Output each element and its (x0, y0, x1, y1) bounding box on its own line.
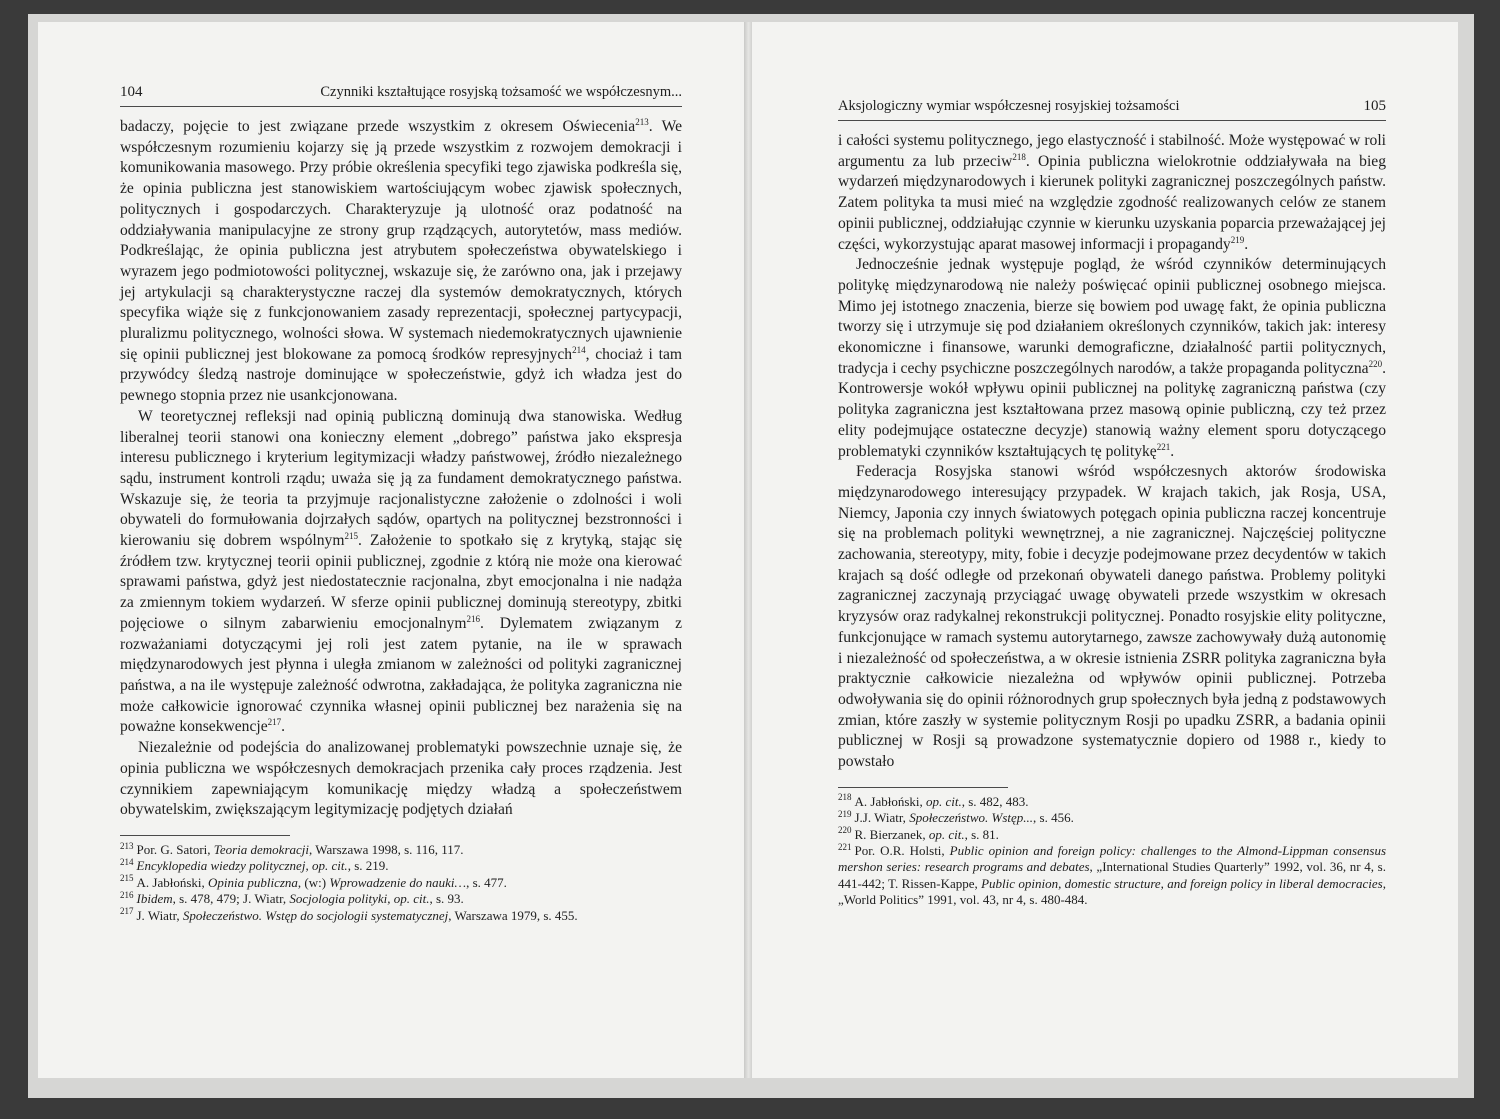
left-running-title: Czynniki kształtujące rosyjską tożsamość we współczesnym... (320, 84, 682, 100)
paragraph-text-run: . (1170, 442, 1175, 460)
footnote-italic-text: op. cit. (928, 826, 965, 842)
paragraph-footnote-ref: 218 (1012, 151, 1026, 162)
footnote-text-run: J.J. Wiatr, (854, 810, 910, 826)
paragraph-footnote-ref: 220 (1368, 358, 1383, 369)
footnote-number: 220 (838, 825, 852, 836)
footnote (120, 875, 682, 891)
paragraph (120, 407, 682, 738)
paragraph-footnote-ref: 217 (267, 717, 282, 728)
footnote-number: 221 (838, 841, 852, 852)
footnote-text-run: A. Jabłoński, (136, 874, 208, 890)
paragraph-text-run: W teoretycznej refleksji nad opinią publiczną dominują dwa stanowiska. Według liberalnej teorii stanowi ona konieczny element „dobrego” państwa jako ekspresja interesu publicznego i kryterium legitymizacji władzy państwowej, źródło niezależnego sądu, instrument kontroli rządu; uważa się ją za fundament demokratycznego państwa. Wskazuje się, że teoria ta przyjmuje racjonalistyczne założenie o zdolności i woli obywateli do formułowania dojrzałych sądów, opartych na politycznej bezstronności i kierowaniu się dobrem wspólnym (120, 407, 682, 550)
left-footnotes (120, 842, 682, 924)
footnote-text-run: , s. 482, 483. (961, 793, 1029, 809)
footnote-text-run: R. Bierzanek, (854, 826, 929, 842)
footnote-italic-text: Socjologia polityki, op. cit. (289, 891, 430, 907)
footnote-number: 216 (120, 889, 134, 900)
footnote-text-run: , s. 93. (429, 891, 464, 907)
footnote-number: 219 (838, 808, 852, 819)
footnote-text-run: Por. O.R. Holsti, (854, 843, 950, 859)
paragraph (120, 738, 682, 821)
left-body-text (120, 117, 682, 821)
paragraph-footnote-ref: 216 (466, 613, 480, 624)
right-running-head (838, 98, 1386, 121)
footnote-text-run: , „World Politics” 1991, vol. 43, nr 4, s. 480-484. (838, 875, 1386, 908)
paragraph-footnote-ref: 214 (572, 344, 586, 355)
paragraph-text-run: Jednocześnie jednak występuje pogląd, że wśród czynników determinujących politykę międzynarodową nie należy poświęcać opinii publicznej osobnego miejsca. Mimo jej istotnego znaczenia, bierze się bowiem pod uwagę fakt, że opinia publiczna tworzy się i utrzymuje się pod działaniem określonych czynników, takich jak: interesy ekonomiczne i finansowe, warunki demograficzne, działalność partii politycznych, tradycja i cechy psychiczne poszczególnych narodów, a także propaganda polityczna (838, 256, 1386, 377)
footnote-italic-text: Społeczeństwo. Wstęp... (909, 810, 1034, 826)
footnote-text-run: , Warszawa 1979, s. 455. (448, 907, 578, 923)
footnote-number: 214 (120, 856, 134, 867)
paragraph-text-run: . We współczesnym rozumieniu kojarzy się ją przede wszystkim z rozwojem demokracji i komunikowania masowego. Przy próbie określenia specyfiki tego zjawiska podkreśla się, że opinia publiczna jest stanowiskiem wartościującym wobec zjawisk społecznych, politycznych i gospodarczych. Charakteryzuje ją ulotność oraz podatność na oddziaływania manipulacyjne ze strony grup rządzących, autorytetów, mass mediów. Podkreślając, że opinia publiczna jest atrybutem społeczeństwa obywatelskiego i wyrazem jego podmiotowości politycznej, wskazuje się, że zarówno ona, jak i przejawy jej artykulacji są charakterystyczne raczej dla systemów demokratycznych, których specyfika wiąże się z funkcjonowaniem zasady reprezentacji, społecznej partycypacji, pluralizmu politycznego, wolności słowa. W systemach niedemokratycznych ujawnienie się opinii publicznej jest blokowane za pomocą środków represyjnych (120, 118, 682, 363)
footnote (120, 908, 682, 924)
footnote-number: 215 (120, 873, 134, 884)
footnote-text-run: , s. 219. (347, 858, 389, 874)
left-page-number: 104 (120, 84, 143, 100)
paragraph-text-run: . Założenie to spotkało się z krytyką, stając się źródłem tzw. krytycznej teorii opinii publicznej, zgodnie z którą nie może ona kierować sprawami państwa, gdyż jest niedostatecznie racjonalna, zbyt emocjonalna i nie nadąża za zmiennym tokiem wydarzeń. W sferze opinii publicznej dominują stereotypy, zbitki pojęciowe o silnym zabarwieniu emocjonalnym (120, 532, 683, 632)
paragraph (120, 117, 682, 407)
paragraph-text-run: Niezależnie od podejścia do analizowanej problematyki powszechnie uznaje się, że opinia publiczna we współczesnych demokracjach przenika cały proces rządzenia. Jest czynnikiem zapewniającym komunikację między władzą a społeczeństwem obywatelskim, zwiększającym legitymizację podjętych działań (120, 739, 682, 819)
paragraph-footnote-ref: 215 (344, 530, 358, 541)
footnote (120, 891, 682, 907)
paragraph-text-run: badaczy, pojęcie to jest związane przede wszystkim z okresem Oświecenia (120, 118, 636, 135)
paragraph (838, 131, 1386, 255)
footnote (838, 827, 1386, 843)
footnote-italic-text: Społeczeństwo. Wstęp do socjologii systematycznej (182, 907, 449, 923)
paragraph-footnote-ref: 213 (635, 116, 649, 127)
footnote-text-run: , Warszawa 1998, s. 116, 117. (309, 841, 464, 857)
paragraph (838, 462, 1386, 773)
right-page-number: 105 (1363, 98, 1386, 114)
footnote-italic-text: Opinia publiczna (208, 874, 298, 890)
paragraph-text-run: i całości systemu politycznego, jego elastyczność i stabilność. Może występować w roli argumentu za lub przeciw (838, 132, 1386, 170)
paragraph (838, 255, 1386, 462)
paragraph-text-run: . (281, 718, 286, 736)
left-page (38, 22, 748, 1078)
paragraph-footnote-ref: 221 (1156, 441, 1171, 452)
footnote-text-run: , s. 81. (964, 826, 999, 842)
paragraph-text-run: Federacja Rosyjska stanowi wśród współczesnych aktorów środowiska międzynarodowego interesujący przypadek. W krajach takich, jak Rosja, USA, Niemcy, Japonia czy innych światowych potęgach opinia publiczna raczej koncentruje się na problemach polityki wewnętrznej, a nie zagranicznej. Najczęściej polityczne zachowania, stereotypy, mity, fobie i decyzje podejmowane przez decydentów w takich krajach są dość odległe od przekonań obywateli danego państwa. Problemy polityki zagranicznej zaczynają przyciągać uwagę obywateli przede wszystkim w okresach kryzysów oraz radykalnej rekonstrukcji politycznej. Ponadto rosyjskie elity polityczne, funkcjonujące w ramach systemu autorytarnego, zawsze zachowywały dużą autonomię i niezależność od społeczeństwa, a w okresie istnienia ZSRR polityka zagraniczna była praktycznie całkowicie niezależna od wpływów opinii publicznej. Potrzeba odwoływania się do opinii różnorodnych grup społecznych była jedną z podstawowych zmian, które zaszły w systemie politycznym Rosji po upadku ZSRR, a badania opinii publicznej w Rosji są prowadzone systematycznie dopiero od 1988 r., kiedy to powstało (838, 463, 1386, 771)
left-running-head (120, 84, 682, 107)
left-footnote-rule (120, 835, 290, 836)
footnote-text-run: , (w:) (297, 874, 330, 890)
footnote-italic-text: Wprowadzenie do nauki… (329, 874, 467, 890)
right-footnotes (838, 794, 1386, 909)
footnote-italic-text: Encyklopedia wiedzy politycznej, op. cit. (136, 858, 348, 874)
footnote (120, 842, 682, 858)
paragraph-text-run: , chociaż i tam przywódcy śledzą nastroje dominujące w społeczeństwie, gdyż ich władza jest do pewnego stopnia przez nie usankcjonowana. (120, 345, 683, 405)
footnote-text-run: J. Wiatr, (136, 907, 183, 923)
footnote-number: 218 (838, 792, 852, 803)
paragraph-text-run: . Opinia publiczna wielokrotnie oddziaływała na bieg wydarzeń międzynarodowych i kierunek polityki zagranicznej poszczególnych państw. Zatem polityka ta musi mieć na względzie zgodność realizowanych celów ze stanem opinii publicznej, oddziałując czynnie w kierunku uzyskania poparcia przeważającej jej części, wykorzystując aparat masowej informacji i propagandy (838, 152, 1386, 253)
footnote-text-run: A. Jabłoński, (854, 793, 926, 809)
footnote-italic-text: Ibidem (136, 891, 173, 907)
footnote (838, 810, 1386, 826)
footnote-number: 217 (120, 906, 134, 917)
paragraph-text-run: . Kontrowersje wokół wpływu opinii publicznej na politykę zagraniczną państwa (czy polityka zagraniczna jest kształtowana przez masową opinie publiczną, czy też przez elity podejmujące ostateczne decyzje) stanowią ważny element sporu dotyczącego problematyki czynników kształtujących tę politykę (838, 359, 1386, 460)
footnote-number: 213 (120, 840, 134, 851)
paragraph-text-run: . (1244, 235, 1249, 253)
footnote-text-run: , s. 456. (1033, 810, 1074, 826)
footnote-text-run: , s. 477. (466, 874, 507, 890)
footnote-italic-text: Teoria demokracji (213, 841, 310, 857)
paragraph-footnote-ref: 219 (1230, 234, 1245, 245)
footnote (120, 858, 682, 874)
footnote-text-run: Por. G. Satori, (136, 841, 214, 857)
right-running-title: Aksjologiczny wymiar współczesnej rosyjskiej tożsamości (838, 98, 1180, 114)
paragraph-text-run: . Dylematem związanym z rozważaniami dotyczącymi jej roli jest zatem pytanie, na ile w sprawach międzynarodowych jest płynna i uległa zmianom w zależności od polityki zagranicznej państwa, a na ile występuje zależność odwrotna, zakładająca, że polityka zagraniczna nie może całkowicie ignorować czynnika własnej opinii publicznej bez narażenia się na poważne konsekwencje (120, 614, 683, 736)
footnote-text-run: , s. 478, 479; J. Wiatr, (172, 891, 290, 907)
footnote-italic-text: op. cit. (926, 793, 962, 809)
right-footnote-rule (838, 787, 1008, 788)
footnote-italic-text: Public opinion and foreign policy: challenges to the Almond-Lippman consensus mershon series: research programs and debates (838, 843, 1387, 875)
footnote-italic-text: Public opinion, domestic structure, and foreign policy in liberal democracies (981, 875, 1383, 891)
footnote (838, 843, 1386, 909)
footnote-text-run: , „International Studies Quarterly” 1992, vol. 36, nr 4, s. 441-442; T. Rissen-Kappe, (838, 859, 1386, 891)
right-body-text (838, 131, 1386, 773)
footnote (838, 794, 1386, 810)
right-page (752, 22, 1458, 1078)
